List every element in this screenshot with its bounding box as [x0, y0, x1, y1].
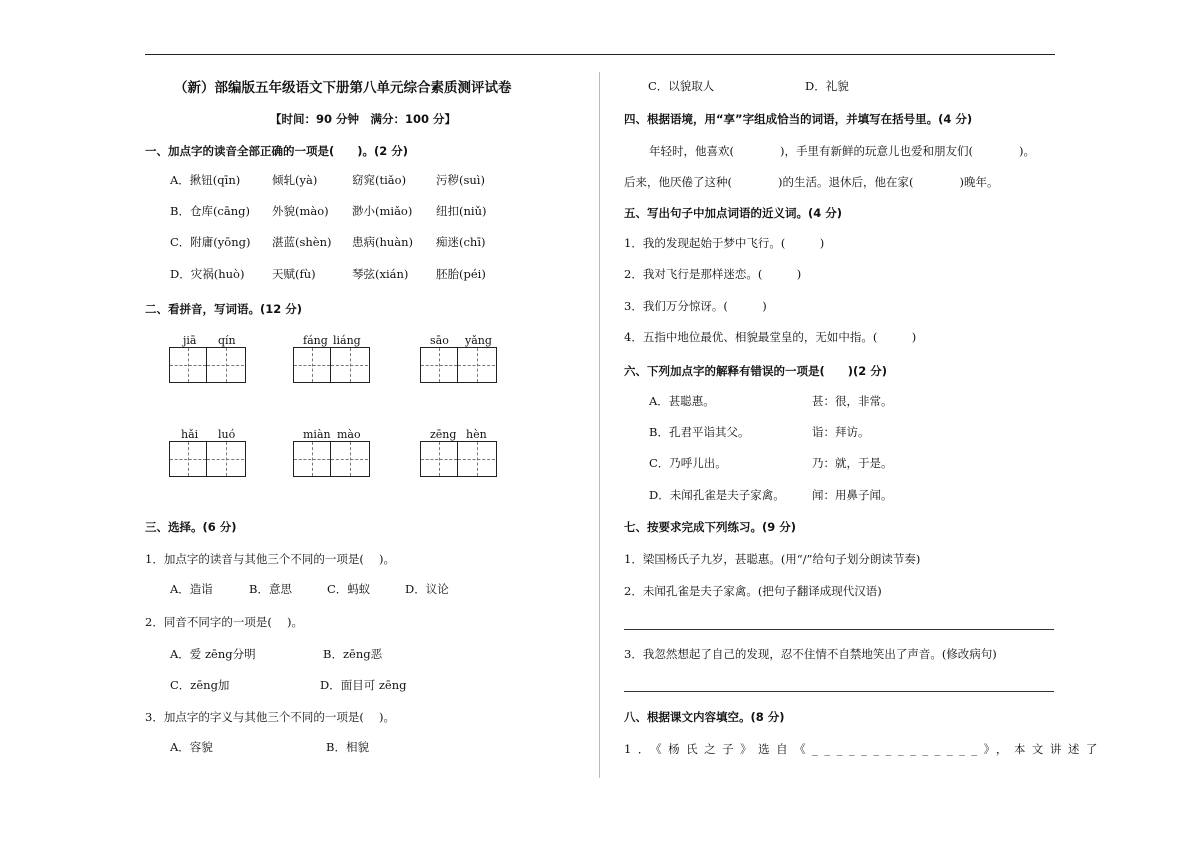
q3-3-option-d: D．礼貌: [805, 79, 849, 93]
writing-grid-3[interactable]: [420, 347, 497, 383]
column-divider: [599, 72, 600, 778]
option-a-word-3: 窈窕(tiǎo): [352, 173, 407, 187]
exam-info: 【时间：90 分钟 满分：100 分】: [270, 112, 457, 126]
option-d-label: D．灾祸(huò): [170, 267, 245, 281]
q3-2-option-b: B．zēng恶: [323, 647, 383, 661]
option-b-word-4: 纽扣(niǔ): [436, 204, 487, 218]
option-d-word-4: 胚胎(péi): [436, 267, 486, 281]
question-8-1: 1．《杨氏之子》选自《______________》，本文讲述了: [624, 742, 1104, 756]
option-c-word-2: 湛蓝(shèn): [272, 235, 332, 249]
section-5-heading: 五、写出句子中加点词语的近义词。(4 分): [624, 206, 843, 220]
section-4-line-1: 年轻时，他喜欢( )，手里有新鲜的玩意儿也爱和朋友们( )。: [649, 144, 1035, 158]
pinyin-1a: jiā: [183, 334, 197, 347]
section-1-heading: 一、加点字的读音全部正确的一项是( )。(2 分): [145, 144, 409, 158]
option-c-word-3: 患病(huàn): [352, 235, 414, 249]
option-c-label: C．附庸(yōng): [170, 235, 251, 249]
section-6-option-a: A．甚聪惠。: [649, 394, 715, 408]
section-6-heading: 六、下列加点字的解释有错误的一项是( )(2 分): [624, 364, 888, 378]
q3-2-option-c: C．zēng加: [170, 678, 230, 692]
section-4-heading: 四、根据语境，用“享”字组成恰当的词语，并填写在括号里。(4 分): [624, 112, 973, 126]
writing-grid-4[interactable]: [169, 441, 246, 477]
option-b-word-3: 渺小(miǎo): [352, 204, 413, 218]
question-7-1: 1．梁国杨氏子九岁，甚聪惠。(用“/”给句子划分朗读节奏): [624, 552, 921, 566]
option-d-word-3: 琴弦(xián): [352, 267, 409, 281]
section-8-heading: 八、根据课文内容填空。(8 分): [624, 710, 785, 724]
option-a-word-2: 倾轧(yà): [272, 173, 318, 187]
section-6-explain-d: 闻：用鼻子闻。: [812, 488, 893, 502]
question-7-3: 3．我忽然想起了自己的发现，忍不住情不自禁地笑出了声音。(修改病句): [624, 647, 997, 661]
section-3-heading: 三、选择。(6 分): [145, 520, 237, 534]
writing-grid-1[interactable]: [169, 347, 246, 383]
option-a-word-4: 污秽(suì): [436, 173, 485, 187]
q3-1-option-c: C．蚂蚁: [327, 582, 371, 596]
question-7-2: 2．未闻孔雀是夫子家禽。(把句子翻译成现代汉语): [624, 584, 882, 598]
pinyin-6a: zēng: [430, 428, 457, 441]
option-a-label: A．揪钮(qīn): [170, 173, 241, 187]
pinyin-3a: sāo: [430, 334, 449, 347]
question-3-3: 3．加点字的字义与其他三个不同的一项是( )。: [145, 710, 395, 724]
section-6-explain-b: 诣：拜访。: [812, 425, 870, 439]
writing-grid-6[interactable]: [420, 441, 497, 477]
question-3-1: 1．加点字的读音与其他三个不同的一项是( )。: [145, 552, 395, 566]
section-5-item-4: 4．五指中地位最优、相貌最堂皇的，无如中指。( ): [624, 330, 917, 344]
writing-grid-5[interactable]: [293, 441, 370, 477]
section-2-heading: 二、看拼音，写词语。(12 分): [145, 302, 303, 316]
section-5-item-3: 3．我们万分惊讶。( ): [624, 299, 767, 313]
pinyin-6b: hèn: [466, 428, 487, 441]
section-7-heading: 七、按要求完成下列练习。(9 分): [624, 520, 797, 534]
pinyin-3b: yǎng: [465, 334, 492, 347]
q3-1-option-b: B．意思: [249, 582, 292, 596]
pinyin-2b: liáng: [333, 334, 361, 347]
pinyin-4a: hǎi: [181, 428, 199, 441]
section-4-line-2: 后来，他厌倦了这种( )的生活。退休后，他在家( )晚年。: [624, 175, 999, 189]
writing-grid-2[interactable]: [293, 347, 370, 383]
section-6-option-b: B．孔君平诣其父。: [649, 425, 750, 439]
q3-2-option-a: A．爱 zēng分明: [170, 647, 256, 661]
option-c-word-4: 痴迷(chī): [436, 235, 486, 249]
answer-line-7-2[interactable]: [624, 629, 1054, 630]
section-6-explain-c: 乃：就，于是。: [812, 456, 893, 470]
q3-3-option-c: C．以貌取人: [648, 79, 715, 93]
q3-1-option-a: A．造诣: [170, 582, 213, 596]
option-d-word-2: 天赋(fù): [272, 267, 316, 281]
q3-3-option-b: B．相貌: [326, 740, 369, 754]
page-title: （新）部编版五年级语文下册第八单元综合素质测评试卷: [174, 80, 512, 96]
option-b-label: B．仓库(cāng): [170, 204, 250, 218]
pinyin-4b: luó: [218, 428, 236, 441]
q3-2-option-d: D．面目可 zēng: [320, 678, 407, 692]
pinyin-5a: miàn: [303, 428, 331, 441]
section-6-option-c: C．乃呼儿出。: [649, 456, 727, 470]
pinyin-1b: qín: [218, 334, 236, 347]
section-6-explain-a: 甚：很，非常。: [812, 394, 893, 408]
option-b-word-2: 外貌(mào): [272, 204, 329, 218]
section-5-item-2: 2．我对飞行是那样迷恋。( ): [624, 267, 802, 281]
question-3-2: 2．同音不同字的一项是( )。: [145, 615, 303, 629]
pinyin-5b: mào: [337, 428, 361, 441]
answer-line-7-3[interactable]: [624, 691, 1054, 692]
q3-3-option-a: A．容貌: [170, 740, 213, 754]
section-6-option-d: D．未闻孔雀是夫子家禽。: [649, 488, 785, 502]
pinyin-2a: fáng: [303, 334, 328, 347]
q3-1-option-d: D．议论: [405, 582, 449, 596]
section-5-item-1: 1．我的发现起始于梦中飞行。( ): [624, 236, 825, 250]
top-rule: [145, 54, 1055, 55]
